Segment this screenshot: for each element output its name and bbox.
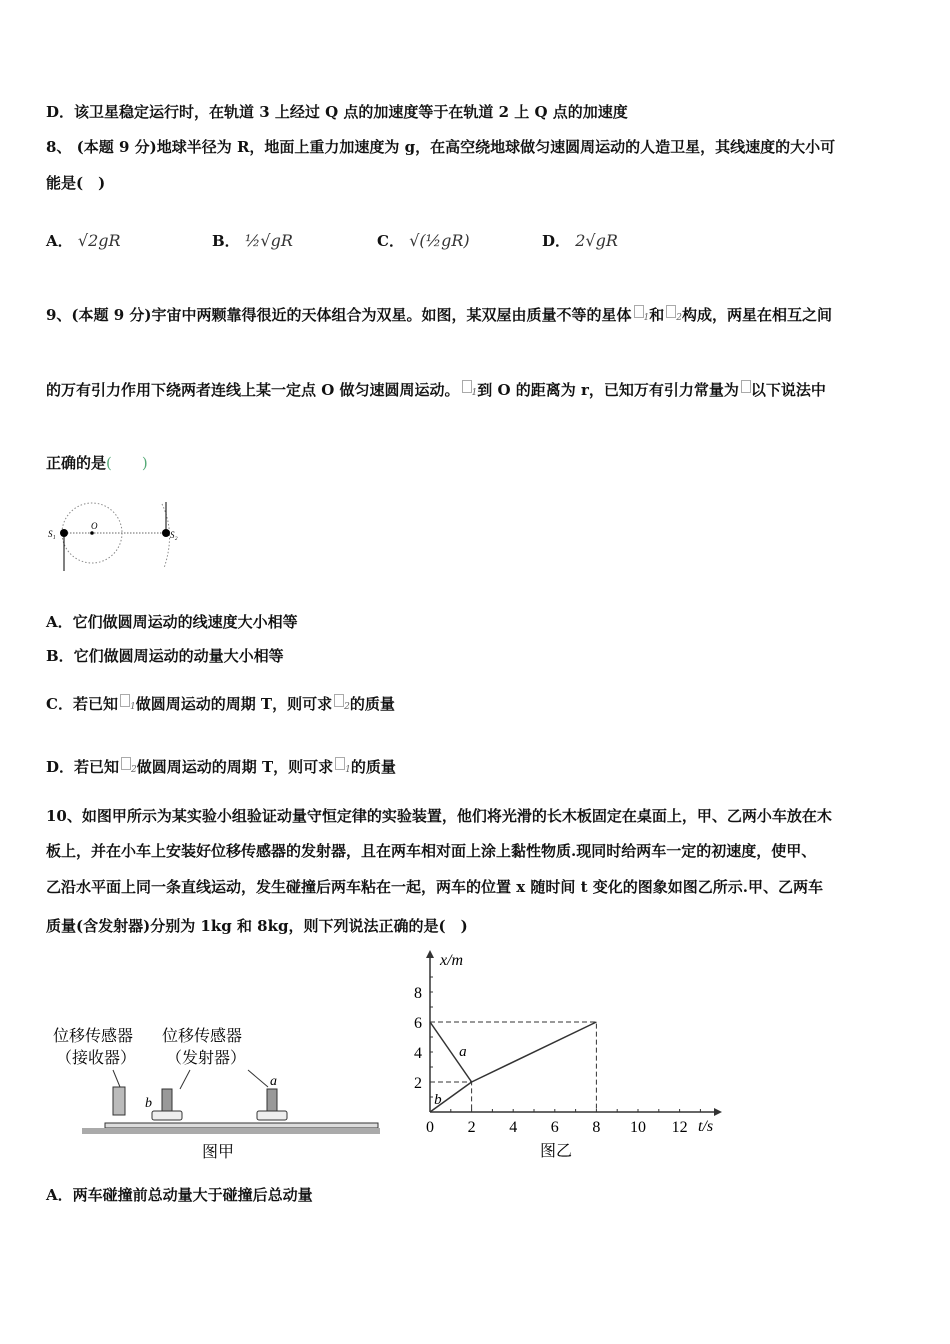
cart-a-label: a xyxy=(270,1074,277,1089)
y-axis-label: x/m xyxy=(440,952,464,969)
receiver-label-sub: （接收器） xyxy=(56,1050,137,1067)
y-tick-label: 6 xyxy=(414,1015,422,1032)
subscript: 2 xyxy=(344,702,350,712)
q10-option-a: A．两车碰撞前总动量大于碰撞后总动量 xyxy=(46,1186,313,1204)
q9-option-b: B．它们做圆周运动的动量大小相等 xyxy=(46,647,284,665)
guide-line xyxy=(430,1022,596,1112)
label-o: O xyxy=(91,521,98,531)
text: 以下说法中 xyxy=(750,381,826,399)
subscript: 1 xyxy=(471,388,478,398)
emitter-label: 位移传感器 xyxy=(162,1028,243,1045)
x-tick-label: 6 xyxy=(550,1119,559,1136)
q8-stem-line1: 8、 (本题 9 分)地球半径为 R，地面上重力加速度为 g，在高空绕地球做匀速圆周运动的人造卫星，其线速度的大小可 xyxy=(46,138,836,156)
figure-caption: 图甲 xyxy=(202,1144,235,1161)
x-axis-arrow xyxy=(714,1108,722,1116)
option-label: C． xyxy=(377,232,404,250)
y-axis-arrow xyxy=(426,950,434,958)
answer-paren: ( ) xyxy=(106,454,148,472)
series-label-a: a xyxy=(459,1044,467,1060)
subscript: 2 xyxy=(131,765,137,775)
q9-option-a: A．它们做圆周运动的线速度大小相等 xyxy=(46,613,298,631)
x-tick-label: 0 xyxy=(426,1119,434,1136)
q8-stem-line2: 能是( ) xyxy=(46,174,106,192)
option-label: D． xyxy=(542,232,571,250)
option-label: A． xyxy=(46,232,73,250)
label-s2: S₂ xyxy=(170,530,178,540)
subscript: 1 xyxy=(129,702,136,712)
q10-stem-line4: 质量(含发射器)分别为 1kg 和 8kg，则下列说法正确的是( ) xyxy=(46,917,468,935)
option-expr: 2√gR xyxy=(575,231,618,250)
y-tick-label: 8 xyxy=(414,985,422,1002)
series-line-combined xyxy=(472,1022,597,1082)
emitter-label-sub: （发射器） xyxy=(166,1050,247,1067)
figure-caption: 图乙 xyxy=(540,1143,573,1160)
text: 做圆周运动的周期 T，则可求 xyxy=(136,758,334,776)
x-tick-label: 12 xyxy=(671,1119,688,1136)
text: 的质量 xyxy=(349,695,395,713)
option-label: B． xyxy=(212,232,240,250)
text: 做圆周运动的周期 T，则可求 xyxy=(135,695,333,713)
text: C．若已知 xyxy=(46,695,118,713)
x-tick-label: 8 xyxy=(592,1119,601,1136)
text: 9、(本题 9 分)宇宙中两颗靠得很近的天体组合为双星。如图，某双屋由质量不等的星体 xyxy=(46,306,632,324)
text: D．若已知 xyxy=(46,758,120,776)
text: 构成，两星在相互之间 xyxy=(682,306,833,324)
x-tick-label: 4 xyxy=(509,1119,518,1136)
option-expr: √2gR xyxy=(77,231,121,250)
y-tick-label: 2 xyxy=(414,1075,422,1092)
y-tick-label: 4 xyxy=(414,1045,422,1062)
text: 和 xyxy=(649,306,665,324)
receiver-label: 位移传感器 xyxy=(53,1028,134,1045)
text: 的质量 xyxy=(350,758,396,776)
q10-stem-line1: 10、如图甲所示为某实验小组验证动量守恒定律的实验装置，他们将光滑的长木板固定在桌面上，甲、乙两小车放在木 xyxy=(46,807,832,825)
option-expr: √(½gR) xyxy=(409,231,470,250)
q7-option-d: D．该卫星稳定运行时，在轨道 3 上经过 Q 点的加速度等于在轨道 2 上 Q 点的加速度 xyxy=(46,103,628,121)
text: 正确的是 xyxy=(46,454,107,472)
series-label-b: b xyxy=(434,1092,442,1108)
subscript: 1 xyxy=(643,313,650,323)
subscript: 2 xyxy=(676,313,683,323)
text: 到 O 的距离为 r，已知万有引力常量为 xyxy=(477,381,739,399)
subscript: 1 xyxy=(345,765,351,775)
cart-b-label: b xyxy=(145,1096,152,1111)
x-axis-label: t/s xyxy=(698,1118,714,1135)
q10-stem-line2: 板上，并在小车上安装好位移传感器的发射器，且在两车相对面上涂上黏性物质.现同时给两车一定的初速度，使甲、 xyxy=(46,842,817,860)
option-expr: ½√gR xyxy=(244,231,293,250)
x-tick-label: 2 xyxy=(467,1119,476,1136)
label-s1: S₁ xyxy=(48,529,56,539)
x-tick-label: 10 xyxy=(630,1119,646,1136)
q10-stem-line3: 乙沿水平面上同一条直线运动，发生碰撞后两车粘在一起，两车的位置 x 随时间 t 变化的图象如图乙所示.甲、乙两车 xyxy=(46,878,823,896)
text: 的万有引力作用下绕两者连线上某一定点 O 做匀速圆周运动。 xyxy=(46,381,460,399)
